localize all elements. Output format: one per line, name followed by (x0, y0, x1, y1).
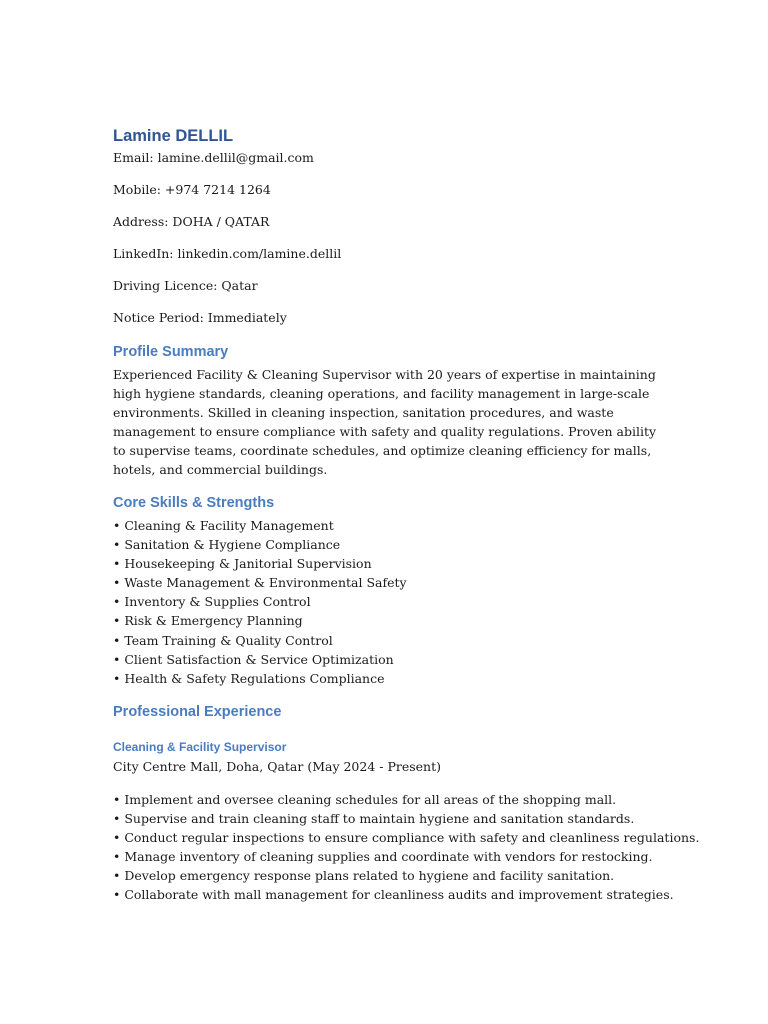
job-duty-item: • Manage inventory of cleaning supplies and coordinate with vendors for restocking. (113, 849, 653, 865)
skill-item: • Inventory & Supplies Control (113, 594, 311, 610)
skill-item: • Client Satisfaction & Service Optimization (113, 651, 394, 667)
profile-summary-text: Experienced Facility & Cleaning Supervisor with 20 years of expertise in maintaining high hygiene standards, cleaning operations, and facility management in large-scale environments. Skilled in cleaning inspection, sanitation procedures, and waste management to ensure compliance with safety and quality regulations. Proven ability to supervise teams, coordinate schedules, and optimize cleaning efficiency for malls, hotels, and commercial buildings. (113, 367, 657, 477)
job-duty-item: • Supervise and train cleaning staff to maintain hygiene and sanitation standards. (113, 811, 635, 827)
contact-mobile: Mobile: +974 7214 1264 (113, 182, 271, 197)
candidate-name: Lamine DELLIL (113, 127, 234, 145)
contact-notice-period: Notice Period: Immediately (113, 310, 287, 325)
profile-summary-heading: Profile Summary (113, 344, 229, 360)
job-duties-list (113, 790, 699, 905)
skill-item: • Housekeeping & Janitorial Supervision (113, 556, 372, 572)
skill-item: • Waste Management & Environmental Safety (113, 575, 407, 591)
skills-list (113, 516, 407, 688)
core-skills-heading: Core Skills & Strengths (113, 495, 275, 511)
job-company: City Centre Mall, Doha, Qatar (May 2024 - Present) (113, 759, 442, 774)
job-duty-item: • Collaborate with mall management for cleanliness audits and improvement strategies. (113, 887, 674, 903)
contact-email: Email: lamine.dellil@gmail.com (113, 150, 314, 165)
skill-item: • Cleaning & Facility Management (113, 518, 334, 533)
job-duty-item: • Conduct regular inspections to ensure compliance with safety and cleanliness regulations. (113, 830, 700, 846)
contact-driving-licence: Driving Licence: Qatar (113, 278, 258, 293)
professional-experience-heading: Professional Experience (113, 704, 282, 720)
skill-item: • Health & Safety Regulations Compliance (113, 670, 385, 686)
job-duty-item: • Implement and oversee cleaning schedules for all areas of the shopping mall. (113, 792, 617, 807)
skill-item: • Sanitation & Hygiene Compliance (113, 537, 341, 553)
skill-item: • Team Training & Quality Control (113, 632, 333, 648)
skill-item: • Risk & Emergency Planning (113, 613, 303, 629)
job-title: Cleaning & Facility Supervisor (113, 740, 287, 754)
contact-address: Address: DOHA / QATAR (113, 214, 270, 229)
job-duty-item: • Develop emergency response plans related to hygiene and facility sanitation. (113, 868, 615, 884)
contact-linkedin: LinkedIn: linkedin.com/lamine.dellil (113, 246, 342, 261)
